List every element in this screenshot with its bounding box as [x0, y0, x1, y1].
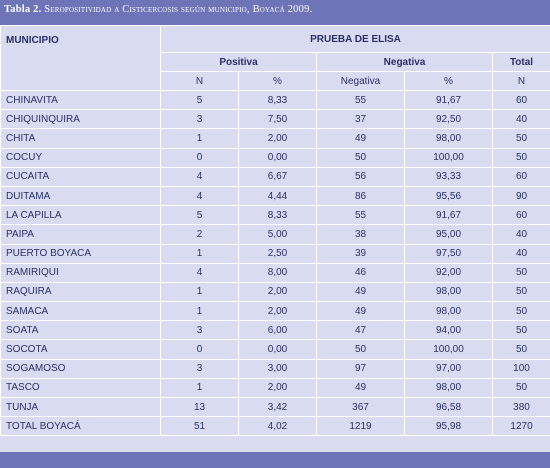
table-row [1, 167, 550, 186]
cell-positiva-pct: 3,00 [239, 359, 317, 378]
cell-negativa-n: 49 [317, 302, 405, 321]
cell-total: 50 [493, 263, 550, 282]
table-row [1, 263, 550, 282]
cell-negativa-n: 367 [317, 398, 405, 417]
cell-municipio: CHITA [1, 129, 161, 148]
cell-positiva-n: 5 [161, 206, 239, 225]
header-positiva-n: N [161, 72, 239, 91]
cell-positiva-pct: 7,50 [239, 110, 317, 129]
cell-total: 50 [493, 378, 550, 397]
cell-positiva-pct: 2,50 [239, 244, 317, 263]
cell-total: 1270 [493, 417, 550, 436]
cell-positiva-n: 0 [161, 340, 239, 359]
cell-positiva-n: 1 [161, 378, 239, 397]
cell-total: 50 [493, 129, 550, 148]
cell-positiva-pct: 2,00 [239, 282, 317, 301]
cell-negativa-n: 55 [317, 206, 405, 225]
cell-total: 60 [493, 91, 550, 110]
table-row [1, 148, 550, 167]
cell-total: 40 [493, 244, 550, 263]
table-row [1, 417, 550, 436]
cell-negativa-pct: 93,33 [405, 167, 493, 186]
cell-total: 50 [493, 321, 550, 340]
bottom-bar [0, 452, 550, 468]
cell-positiva-pct: 8,00 [239, 263, 317, 282]
cell-positiva-pct: 2,00 [239, 302, 317, 321]
table-row [1, 282, 550, 301]
cell-municipio: CUCAITA [1, 167, 161, 186]
table-body [1, 91, 550, 436]
table-row [1, 244, 550, 263]
header-negativa: Negativa [317, 53, 493, 72]
cell-positiva-pct: 8,33 [239, 206, 317, 225]
table-title-bar [0, 0, 550, 25]
cell-positiva-n: 3 [161, 110, 239, 129]
table-row [1, 359, 550, 378]
header-prueba-elisa: PRUEBA DE ELISA [161, 26, 550, 53]
cell-municipio: TASCO [1, 378, 161, 397]
table-row [1, 378, 550, 397]
table-row [1, 186, 550, 205]
cell-total: 60 [493, 167, 550, 186]
data-table [0, 25, 550, 436]
cell-positiva-n: 1 [161, 129, 239, 148]
cell-positiva-pct: 0,00 [239, 340, 317, 359]
cell-municipio: RAMIRIQUI [1, 263, 161, 282]
cell-negativa-pct: 92,00 [405, 263, 493, 282]
cell-negativa-n: 1219 [317, 417, 405, 436]
cell-negativa-pct: 91,67 [405, 206, 493, 225]
cell-total: 60 [493, 206, 550, 225]
cell-positiva-n: 3 [161, 359, 239, 378]
cell-negativa-n: 97 [317, 359, 405, 378]
cell-municipio: RAQUIRA [1, 282, 161, 301]
cell-positiva-n: 1 [161, 244, 239, 263]
cell-negativa-n: 55 [317, 91, 405, 110]
cell-negativa-pct: 100,00 [405, 148, 493, 167]
cell-municipio: SOATA [1, 321, 161, 340]
cell-municipio: CHIQUINQUIRA [1, 110, 161, 129]
cell-negativa-pct: 100,00 [405, 340, 493, 359]
data-table-wrapper [0, 25, 550, 452]
cell-negativa-n: 37 [317, 110, 405, 129]
cell-total: 90 [493, 186, 550, 205]
header-positiva: Positiva [161, 53, 317, 72]
cell-positiva-pct: 8,33 [239, 91, 317, 110]
cell-negativa-n: 47 [317, 321, 405, 340]
cell-positiva-n: 13 [161, 398, 239, 417]
cell-total: 100 [493, 359, 550, 378]
cell-positiva-n: 4 [161, 263, 239, 282]
header-total-n: N [493, 72, 550, 91]
cell-negativa-pct: 92,50 [405, 110, 493, 129]
cell-positiva-n: 51 [161, 417, 239, 436]
cell-municipio: TUNJA [1, 398, 161, 417]
cell-negativa-pct: 94,00 [405, 321, 493, 340]
cell-negativa-pct: 98,00 [405, 302, 493, 321]
cell-municipio: DUITAMA [1, 186, 161, 205]
cell-negativa-pct: 95,98 [405, 417, 493, 436]
cell-negativa-pct: 96,58 [405, 398, 493, 417]
table-row [1, 302, 550, 321]
header-negativa-pct: % [405, 72, 493, 91]
cell-negativa-pct: 97,50 [405, 244, 493, 263]
cell-positiva-pct: 4,44 [239, 186, 317, 205]
cell-positiva-n: 0 [161, 148, 239, 167]
cell-municipio: LA CAPILLA [1, 206, 161, 225]
cell-total: 50 [493, 302, 550, 321]
cell-positiva-n: 5 [161, 91, 239, 110]
cell-total: 380 [493, 398, 550, 417]
table-row [1, 398, 550, 417]
cell-positiva-n: 4 [161, 186, 239, 205]
cell-positiva-n: 4 [161, 167, 239, 186]
cell-negativa-pct: 97,00 [405, 359, 493, 378]
cell-positiva-n: 3 [161, 321, 239, 340]
cell-negativa-n: 49 [317, 378, 405, 397]
cell-total: 50 [493, 148, 550, 167]
cell-municipio: SOCOTA [1, 340, 161, 359]
table-caption: Seropositividad a Cisticercosis según municipio, Boyacá 2009. [44, 4, 313, 15]
cell-municipio: TOTAL BOYACÁ [1, 417, 161, 436]
header-municipio: MUNICIPIO [1, 26, 161, 91]
cell-total: 50 [493, 282, 550, 301]
cell-negativa-n: 56 [317, 167, 405, 186]
cell-negativa-n: 39 [317, 244, 405, 263]
cell-negativa-n: 50 [317, 148, 405, 167]
table-row [1, 206, 550, 225]
cell-municipio: SOGAMOSO [1, 359, 161, 378]
cell-negativa-pct: 98,00 [405, 282, 493, 301]
table-row [1, 110, 550, 129]
cell-positiva-pct: 3,42 [239, 398, 317, 417]
table-row [1, 321, 550, 340]
table-row [1, 340, 550, 359]
cell-municipio: CHINAVITA [1, 91, 161, 110]
cell-positiva-pct: 4,02 [239, 417, 317, 436]
table-row [1, 225, 550, 244]
header-total: Total [493, 53, 550, 72]
cell-total: 40 [493, 225, 550, 244]
cell-positiva-n: 1 [161, 282, 239, 301]
cell-negativa-n: 49 [317, 129, 405, 148]
cell-municipio: COCUY [1, 148, 161, 167]
cell-negativa-pct: 95,56 [405, 186, 493, 205]
cell-negativa-pct: 98,00 [405, 129, 493, 148]
cell-negativa-n: 86 [317, 186, 405, 205]
cell-positiva-pct: 5,00 [239, 225, 317, 244]
cell-negativa-pct: 91,67 [405, 91, 493, 110]
cell-positiva-n: 2 [161, 225, 239, 244]
cell-municipio: PAIPA [1, 225, 161, 244]
cell-positiva-n: 1 [161, 302, 239, 321]
cell-positiva-pct: 0,00 [239, 148, 317, 167]
cell-negativa-n: 38 [317, 225, 405, 244]
cell-municipio: SAMACA [1, 302, 161, 321]
cell-negativa-pct: 98,00 [405, 378, 493, 397]
cell-total: 50 [493, 340, 550, 359]
table-row [1, 129, 550, 148]
header-positiva-pct: % [239, 72, 317, 91]
cell-positiva-pct: 6,00 [239, 321, 317, 340]
cell-positiva-pct: 2,00 [239, 129, 317, 148]
table-number: Tabla 2. [4, 4, 42, 15]
cell-positiva-pct: 6,67 [239, 167, 317, 186]
cell-total: 40 [493, 110, 550, 129]
cell-municipio: PUERTO BOYACA [1, 244, 161, 263]
header-negativa-count: Negativa [317, 72, 405, 91]
table-row [1, 91, 550, 110]
cell-negativa-n: 46 [317, 263, 405, 282]
cell-negativa-n: 50 [317, 340, 405, 359]
cell-positiva-pct: 2,00 [239, 378, 317, 397]
cell-negativa-pct: 95,00 [405, 225, 493, 244]
cell-negativa-n: 49 [317, 282, 405, 301]
table-title [4, 4, 312, 15]
